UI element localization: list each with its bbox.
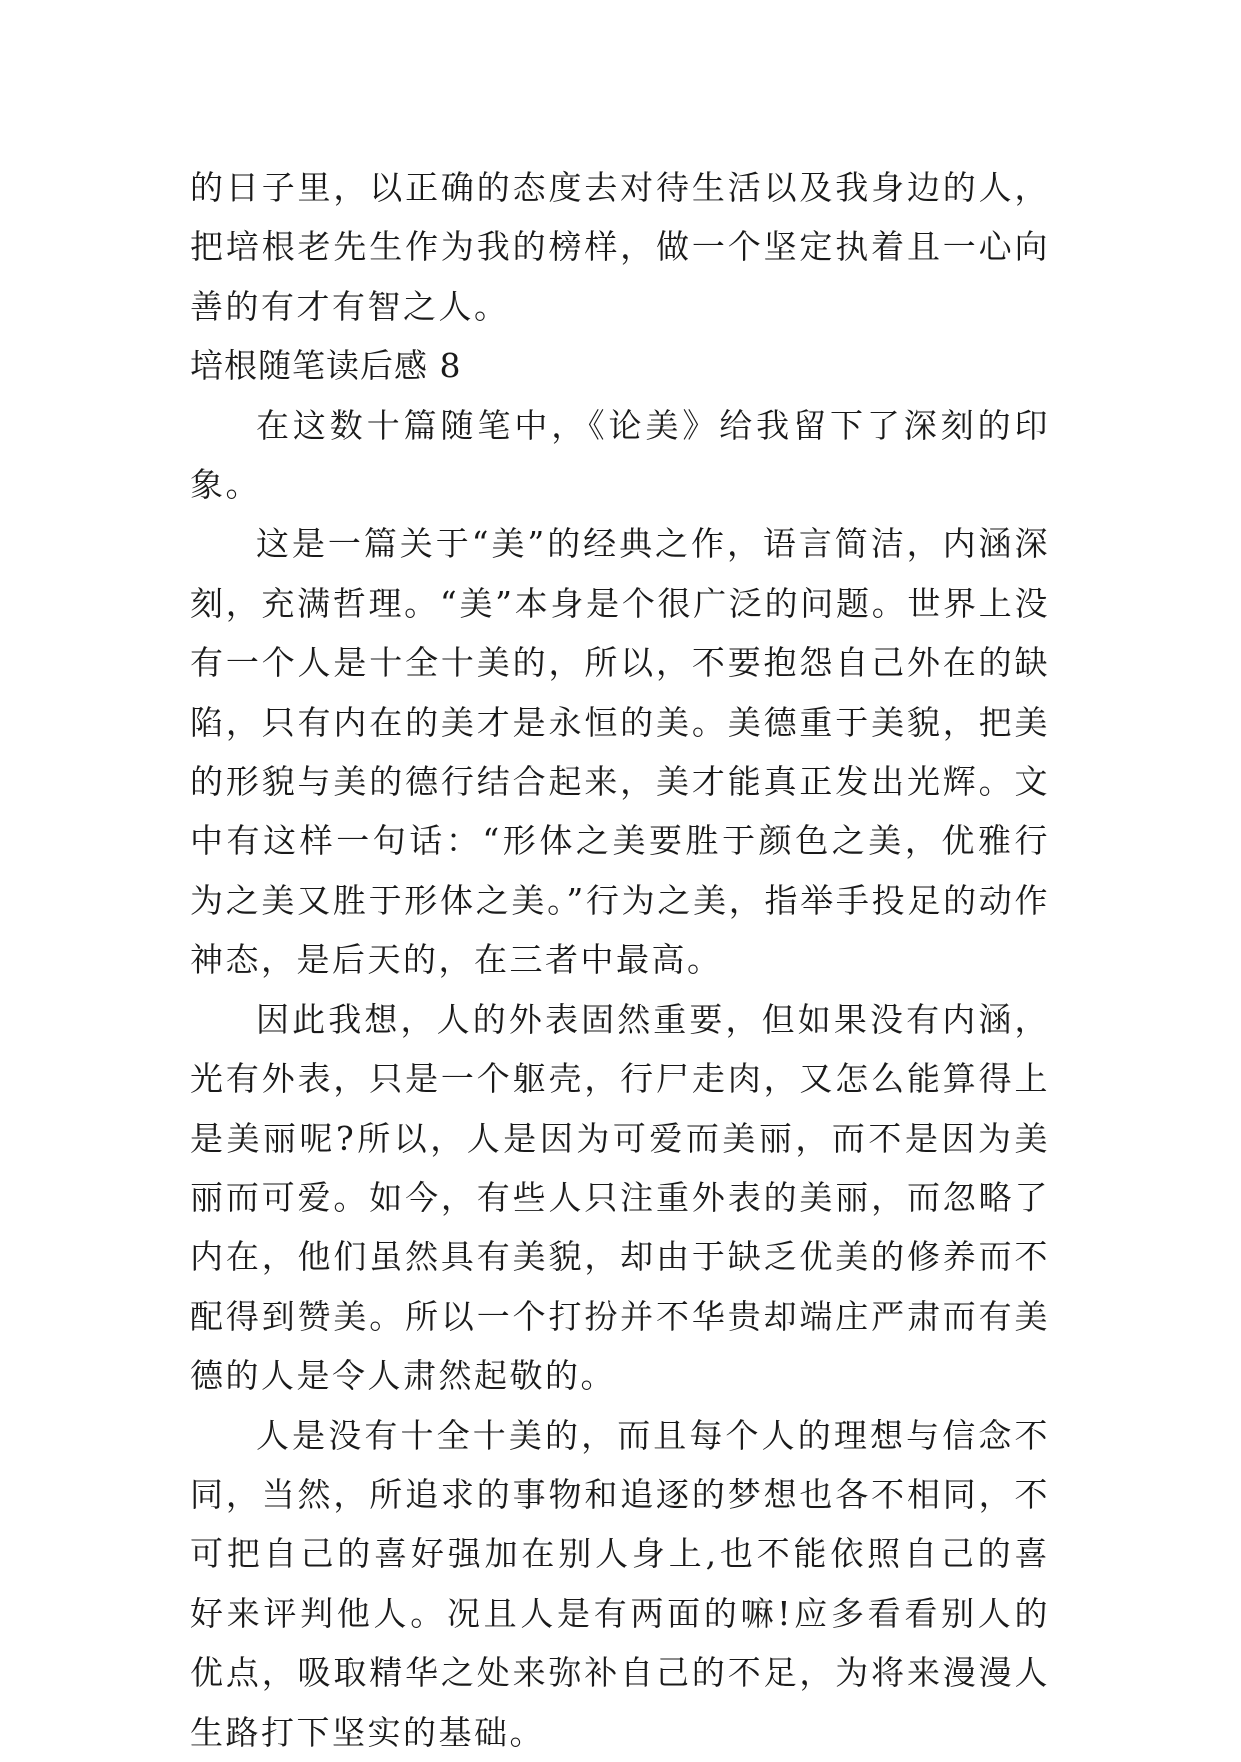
body-paragraph: 这是一篇关于“美”的经典之作，语言简洁，内涵深刻，充满哲理。“美”本身是个很广泛的问题。世界上没有一个人是十全十美的，所以，不要抱怨自己外在的缺陷，只有内在的美才是永恒的美。美德重于美貌，把美的形貌与美的德行结合起来，美才能真正发出光辉。文中有这样一句话：“形体之美要胜于颜色之美，优雅行为之美又胜于形体之美。”行为之美，指举手投足的动作神态，是后天的，在三者中最高。	[190, 524, 1050, 980]
continuation-paragraph: 的日子里，以正确的态度去对待生活以及我身边的人，把培根老先生作为我的榜样，做一个坚定执着且一心向善的有才有智之人。	[190, 168, 1050, 326]
body-paragraph: 人是没有十全十美的，而且每个人的理想与信念不同，当然，所追求的事物和追逐的梦想也各不相同，不可把自己的喜好强加在别人身上,也不能依照自己的喜好来评判他人。况且人是有两面的嘛!应多看看别人的优点，吸取精华之处来弥补自己的不足，为将来漫漫人生路打下坚实的基础。	[190, 1415, 1050, 1752]
document-page	[190, 158, 1050, 1762]
body-paragraph: 因此我想，人的外表固然重要，但如果没有内涵，光有外表，只是一个躯壳，行尸走肉，又怎么能算得上是美丽呢?所以，人是因为可爱而美丽，而不是因为美丽而可爱。如今，有些人只注重外表的美丽，而忽略了内在，他们虽然具有美貌，却由于缺乏优美的修养而不配得到赞美。所以一个打扮并不华贵却端庄严肃而有美德的人是令人肃然起敬的。	[190, 999, 1050, 1396]
body-paragraph: 在这数十篇随笔中，《论美》给我留下了深刻的印象。	[190, 405, 1050, 505]
section-heading: 培根随笔读后感 8	[190, 346, 462, 386]
